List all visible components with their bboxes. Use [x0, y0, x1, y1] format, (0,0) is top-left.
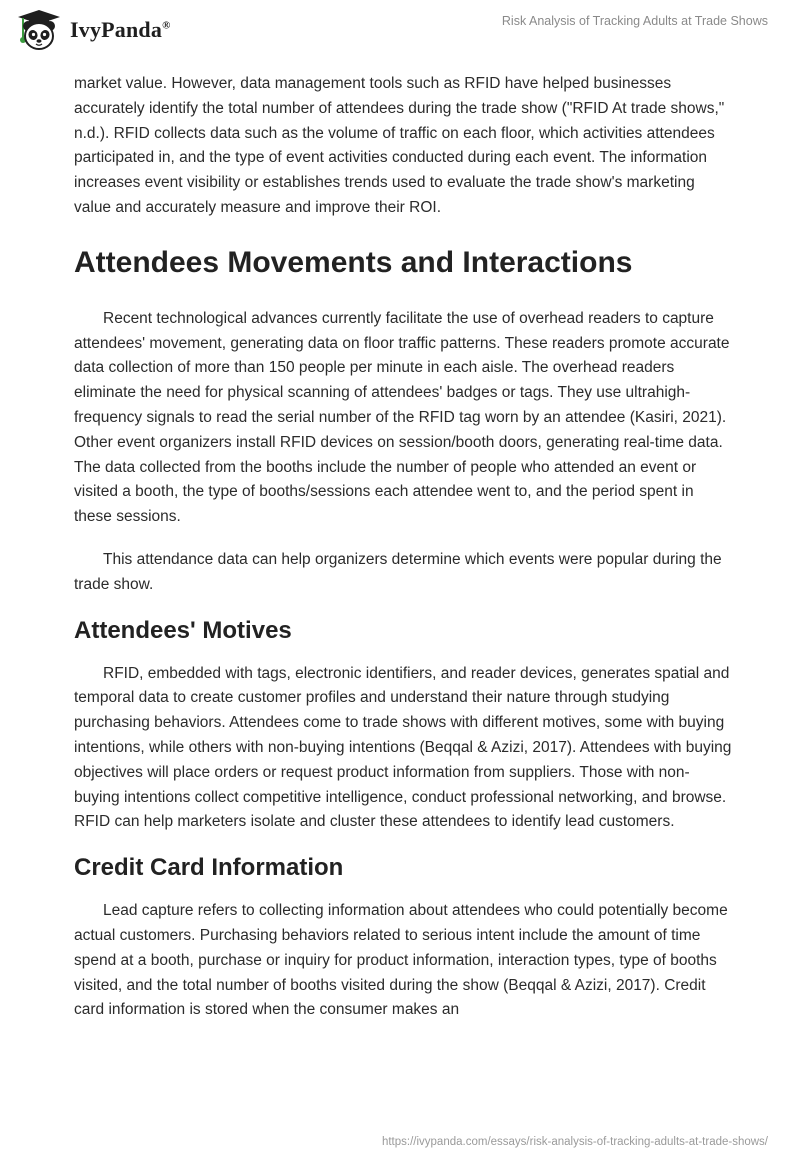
- footer-url: https://ivypanda.com/essays/risk-analysis-of-tracking-adults-at-trade-shows/: [381, 1136, 768, 1148]
- intro-paragraph: market value. However, data management tools such as RFID have helped businesses accurately identify the total number of attendees during the trade show ("RFID At trade shows," n.d.). RFID collects data such as the volume of traffic on each floor, which activities attendees participated in, and the type of event activities conducted during each event. The information increases event visibility or establishes trends used to evaluate the trade show's marketing value and accurately measure and improve their ROI.: [74, 75, 725, 216]
- section-heading-motives: Attendees' Motives: [74, 616, 292, 644]
- paragraph: RFID, embedded with tags, electronic identifiers, and reader devices, generates spatial and temporal data to create customer profiles and understand their nature through studying purchasing behaviors. Attendees come to trade shows with different motives, some with buying intentions, while others with non-buying intentions (Beqqal & Azizi, 2017). Attendees with buying objectives will place orders or request product information from suppliers. Those with non-buying intentions collect competitive intelligence, conduct professional networking, and browse. RFID can help marketers isolate and cluster these attendees to identify lead customers.: [74, 664, 732, 831]
- brand-logo-link[interactable]: [14, 8, 171, 52]
- document-title: Risk Analysis of Tracking Adults at Trade Shows: [501, 14, 768, 28]
- registered-mark: ®: [162, 19, 171, 32]
- panda-graduate-icon: [14, 8, 64, 52]
- brand-name: IvyPanda®: [70, 17, 171, 42]
- section-heading-credit-card: Credit Card Information: [74, 854, 344, 882]
- article-body: [74, 72, 734, 1023]
- paragraph: Recent technological advances currently facilitate the use of overhead readers to capture attendees' movement, generating data on floor traffic patterns. These readers promote accurate data collection of more than 150 people per minute in each aisle. The overhead readers eliminate the need for physical scanning of attendees' badges or tags. They use ultrahigh-frequency signals to read the serial number of the RFID tag worn by an attendee (Kasiri, 2021). Other event organizers install RFID devices on session/booth doors, generating real-time data. The data collected from the booths include the number of people who attended an event or visited a booth, the type of booths/sessions each attendee went to, and the period spent in these sessions.: [74, 309, 730, 526]
- paragraph: Lead capture refers to collecting information about attendees who could potentially become actual customers. Purchasing behaviors related to serious intent include the amount of time spend at a booth, purchase or inquiry for product information, interaction types, type of booths visited, and the total number of booths visited during the show (Beqqal & Azizi, 2017). Credit card information is stored when the consumer makes an: [74, 902, 728, 1019]
- section-heading-movements: Attendees Movements and Interactions: [74, 245, 633, 279]
- page-header: [0, 0, 800, 64]
- paragraph: This attendance data can help organizers determine which events were popular during the trade show.: [74, 550, 722, 593]
